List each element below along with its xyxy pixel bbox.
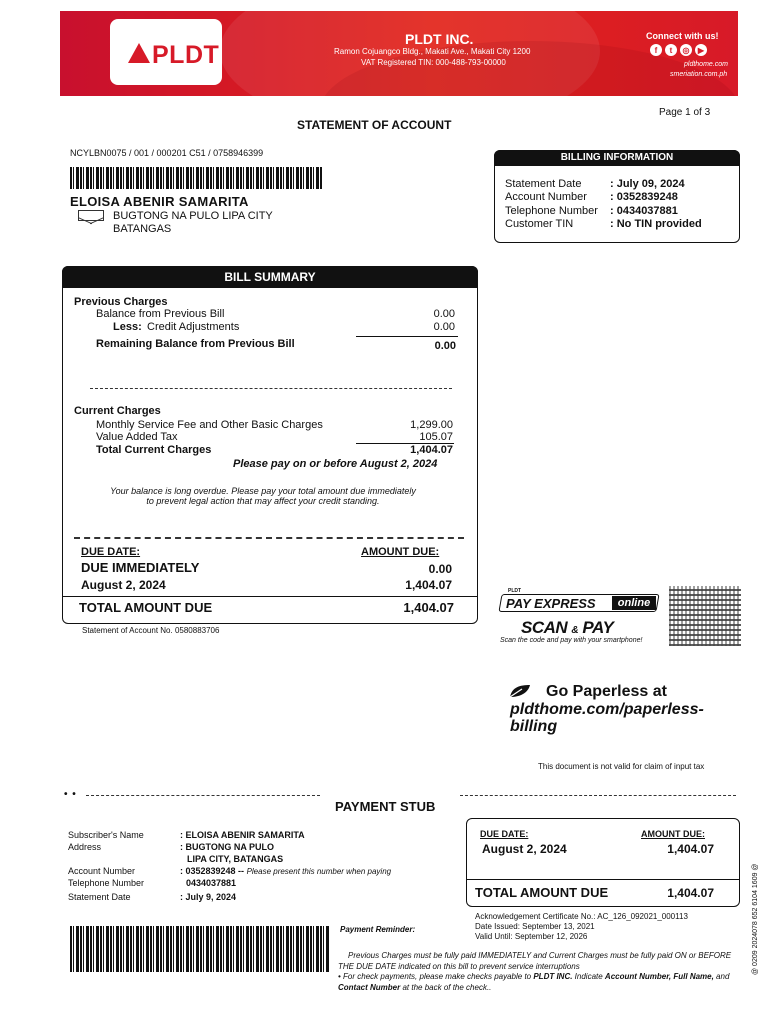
header-banner: [60, 11, 738, 96]
overdue-notice-line2: to prevent legal action that may affect your credit standing.: [146, 496, 380, 506]
stub-due-amount: 1,404.07: [667, 842, 714, 856]
customer-address-line1: BUGTONG NA PULO LIPA CITY: [113, 210, 273, 222]
telephone-number-value: : 0434037881: [610, 205, 678, 217]
credit-adjustments-value: 0.00: [433, 321, 455, 333]
account-number-value: : 0352839248: [610, 191, 678, 203]
statement-date-value: : July 9, 2024: [180, 892, 237, 902]
customer-address-line2: BATANGAS: [113, 223, 172, 235]
customer-tin-value: : No TIN provided: [610, 218, 702, 230]
monthly-fee-value: 1,299.00: [410, 419, 453, 431]
amount-due-header: AMOUNT DUE:: [361, 546, 440, 558]
total-current-value: 1,404.07: [410, 444, 453, 456]
account-codes: NCYLBN0075 / 001 / 000201 C51 / 0758946399: [70, 148, 264, 158]
pay-word: PAY: [582, 618, 614, 637]
current-charges-title: Current Charges: [74, 405, 161, 417]
payment-stub-title: PAYMENT STUB: [335, 799, 436, 814]
pay-before-notice: Please pay on or before August 2, 2024: [233, 458, 438, 470]
cut-line: [86, 795, 320, 796]
remaining-balance-label: Remaining Balance from Previous Bill: [96, 338, 295, 350]
telephone-value: 0434037881: [186, 878, 237, 888]
bill-summary-header: BILL SUMMARY: [62, 266, 478, 288]
remaining-balance-value: 0.00: [434, 340, 456, 352]
connect-label: Connect with us!: [646, 31, 719, 41]
ack-certificate: Acknowledgement Certificate No.: AC_126_092021_000113: [475, 912, 688, 921]
logo-text: PLDT: [152, 41, 220, 69]
vat-label: Value Added Tax: [96, 431, 178, 443]
separator: [74, 537, 464, 539]
overdue-notice-line1: Your balance is long overdue. Please pay your total amount due immediately: [110, 486, 416, 496]
document-title: STATEMENT OF ACCOUNT: [297, 118, 452, 132]
facebook-icon[interactable]: f: [650, 44, 662, 56]
website-link[interactable]: smeriation.com.ph: [670, 71, 728, 78]
pay-express-text: PAY EXPRESS: [506, 596, 596, 611]
vertical-code: @ 0209 2024078 652 6104 1609 @: [752, 863, 759, 975]
logo-triangle-icon: [128, 43, 150, 63]
customer-tin-label: Customer TIN: [505, 218, 574, 230]
monthly-fee-label: Monthly Service Fee and Other Basic Charges: [96, 419, 323, 431]
separator: [62, 596, 478, 597]
total-amount-due-label: TOTAL AMOUNT DUE: [79, 600, 213, 615]
reminder-part: and: [713, 972, 730, 981]
due-immediately-label: DUE IMMEDIATELY: [81, 560, 200, 575]
ampersand: &: [571, 625, 579, 636]
separator: [90, 388, 452, 389]
account-number: : 0352839248 --: [180, 866, 245, 876]
ack-date-issued: Date Issued: September 13, 2021: [475, 922, 595, 931]
stub-due-date: August 2, 2024: [482, 842, 567, 856]
paperless-heading: Go Paperless at: [546, 683, 667, 700]
subscriber-label: Subscriber's Name: [68, 830, 144, 840]
pe-brand: PLDT: [508, 588, 522, 594]
payment-reminder-title: Payment Reminder:: [340, 925, 416, 934]
address-label: Address: [68, 842, 102, 852]
stub-total-label: TOTAL AMOUNT DUE: [475, 885, 609, 900]
social-icons: [650, 44, 707, 56]
pldt-logo: [110, 19, 222, 85]
barcode: [70, 167, 322, 189]
paperless-url[interactable]: pldthome.com/paperless-: [510, 701, 704, 718]
reminder-part: Contact Number: [338, 982, 401, 992]
cut-line: [460, 795, 736, 796]
telephone-label: Telephone Number: [68, 878, 145, 888]
instagram-icon[interactable]: ◎: [680, 44, 692, 56]
separator: [466, 879, 740, 880]
statement-date-value: : July 09, 2024: [610, 178, 685, 190]
less-label: Less:: [113, 321, 142, 333]
previous-charges-title: Previous Charges: [74, 296, 168, 308]
telephone-number-label: Telephone Number: [505, 205, 598, 217]
due-date-value: 1,404.07: [405, 578, 452, 592]
twitter-icon[interactable]: t: [665, 44, 677, 56]
reminder-check: [338, 972, 740, 993]
billing-info-header: BILLING INFORMATION: [494, 150, 740, 166]
reminder-part: at the back of the check..: [400, 982, 492, 992]
vat-value: 105.07: [419, 431, 453, 443]
page-number: Page 1 of 3: [659, 107, 711, 118]
account-value: [180, 866, 391, 876]
due-date-label: August 2, 2024: [81, 578, 166, 592]
company-tin: VAT Registered TIN: 000-488-793-00000: [361, 58, 506, 67]
account-number-label: Account Number: [505, 191, 587, 203]
address-value-2: LIPA CITY, BATANGAS: [187, 854, 284, 864]
balance-previous-value: 0.00: [433, 308, 455, 320]
soa-number: Statement of Account No. 0580883706: [82, 626, 220, 635]
due-date-header: DUE DATE:: [81, 546, 141, 558]
reminder-part: PLDT INC.: [533, 972, 573, 981]
total-current-label: Total Current Charges: [96, 444, 212, 456]
address-value-1: : BUGTONG NA PULO: [180, 842, 274, 852]
input-tax-notice: This document is not valid for claim of input tax: [538, 762, 705, 771]
paperless-url[interactable]: billing: [510, 718, 558, 735]
stub-amount-due-header: AMOUNT DUE:: [641, 829, 705, 839]
stub-total-value: 1,404.07: [667, 886, 714, 900]
leaf-icon: [508, 683, 532, 699]
scan-and-pay: [521, 618, 613, 638]
account-note: Please present this number when paying: [246, 867, 392, 876]
company-address: Ramon Cojuangco Bldg., Makati Ave., Makati City 1200: [334, 47, 531, 56]
sum-rule: [356, 336, 458, 337]
subscriber-value: : ELOISA ABENIR SAMARITA: [180, 830, 305, 840]
envelope-icon: [78, 210, 104, 221]
due-immediately-value: 0.00: [428, 562, 452, 576]
scan-subtitle: Scan the code and pay with your smartphone!: [500, 637, 643, 644]
credit-adjustments-label: Credit Adjustments: [147, 321, 240, 333]
reminder-part: Account Number, Full Name,: [604, 972, 714, 981]
customer-name: ELOISA ABENIR SAMARITA: [70, 194, 249, 209]
ack-valid-until: Valid Until: September 12, 2026: [475, 932, 588, 941]
payment-reminder-text: [338, 951, 740, 993]
stub-barcode: [70, 926, 330, 972]
scan-word: SCAN: [521, 618, 568, 637]
cut-marker: • •: [64, 789, 77, 800]
online-badge: online: [612, 596, 656, 610]
statement-date-label: Statement Date: [505, 178, 582, 190]
youtube-icon[interactable]: ▶: [695, 44, 707, 56]
statement-date-label: Statement Date: [68, 892, 131, 902]
total-amount-due-value: 1,404.07: [403, 600, 454, 615]
reminder-part: Indicate: [572, 972, 605, 981]
account-label: Account Number: [68, 866, 136, 876]
qr-code[interactable]: [669, 586, 741, 646]
website-link[interactable]: pldthome.com: [684, 61, 728, 68]
reminder-line: Previous Charges must be fully paid IMMEDIATELY and Current Charges must be fully paid ON or BEFORE THE DUE DATE indicated on this bill to prevent service interruptions: [338, 951, 732, 971]
company-name: PLDT INC.: [405, 31, 474, 47]
stub-due-date-header: DUE DATE:: [480, 829, 529, 839]
balance-previous-label: Balance from Previous Bill: [96, 308, 225, 320]
reminder-part: • For check payments, please make checks payable to: [338, 972, 534, 981]
